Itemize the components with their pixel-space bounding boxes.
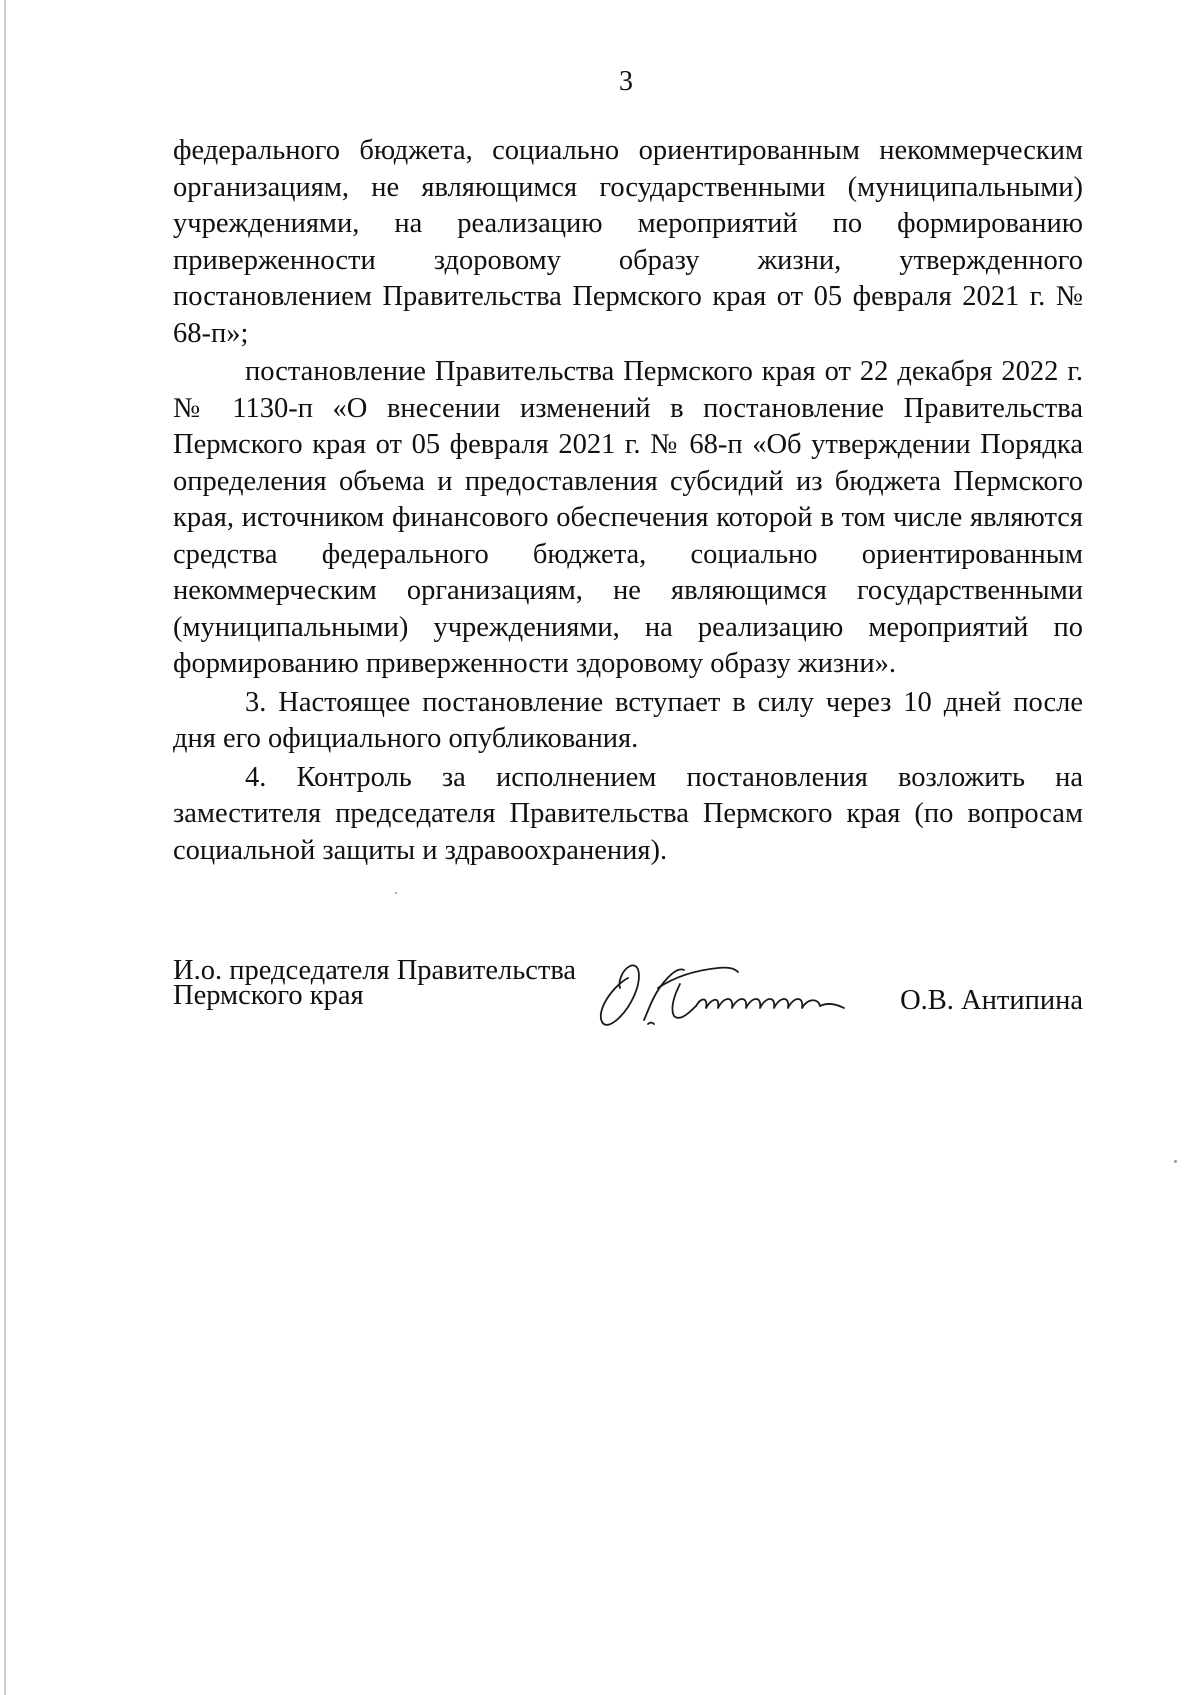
document-body <box>173 133 1083 871</box>
signatory-name: О.В. Антипина <box>900 985 1083 1016</box>
signatory-title <box>173 955 577 1011</box>
page-number: 3 <box>619 66 633 97</box>
scan-edge <box>4 0 6 1695</box>
paragraph-item-3: 3. Настоящее постановление вступает в силу через 10 дней после дня его официального опубликования. <box>173 686 1083 754</box>
signatory-title-line-2: Пермского края <box>173 980 364 1011</box>
paragraph-continuation: федерального бюджета, социально ориентированным некоммерческим организациям, не являющимся государственными (муниципальными) учреждениями, на реализацию мероприятий по формированию приверженности здоровому образу жизни, утвержденного постановлением Правительства Пермского края от 05 февраля 2021 г. № 68-п»; <box>173 135 1083 349</box>
scan-speck <box>1174 1160 1177 1163</box>
paragraph-item-4: 4. Контроль за исполнением постановления возложить на заместителя председателя Правительства Пермского края (по вопросам социальной защиты и здравоохранения). <box>173 761 1083 866</box>
paragraph-resolution-1130: постановление Правительства Пермского края от 22 декабря 2022 г. № 1130-п «О внесении изменений в постановление Правительства Пермского края от 05 февраля 2021 г. № 68-п «Об утверждении Порядка определения объема и предоставления субсидий из бюджета Пермского края, источником финансового обеспечения которой в том числе являются средства федерального бюджета, социально ориентированным некоммерческим организациям, не являющимся государственными (муниципальными) учреждениями, на реализацию мероприятий по формированию приверженности здоровому образу жизни». <box>173 356 1083 679</box>
scan-speck <box>395 892 397 894</box>
signatory-title-line-1: И.о. председателя Правительства <box>173 955 577 986</box>
handwritten-signature <box>588 948 908 1030</box>
signature-block <box>173 955 1083 1038</box>
